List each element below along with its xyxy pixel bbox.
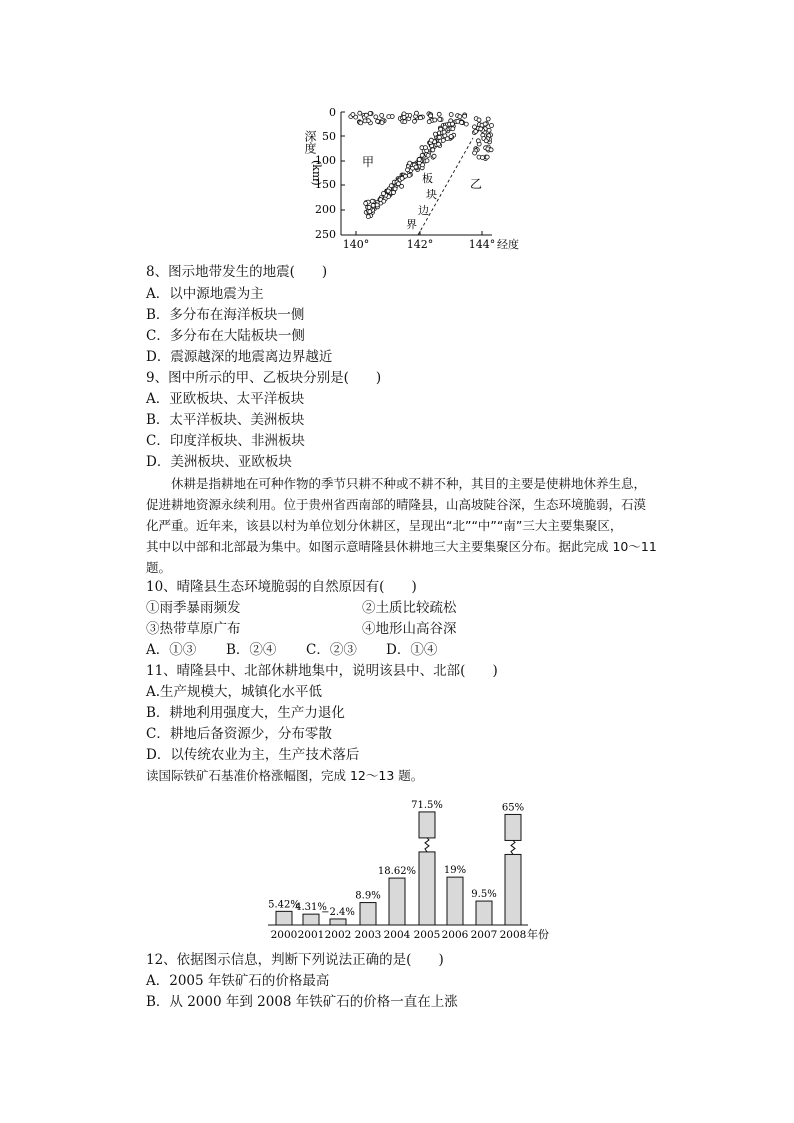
hypocenter-dot xyxy=(391,191,395,195)
hypocenter-dot xyxy=(419,116,423,120)
hypocenter-dot xyxy=(483,122,487,126)
hypocenter-dot xyxy=(439,127,443,131)
bar-value-label: −2.4% xyxy=(321,906,355,918)
q8-option-d: D．震源越深的地震离边界越近 xyxy=(146,349,333,365)
hypocenter-dot xyxy=(438,117,442,121)
hypocenter-dot xyxy=(486,117,490,121)
passage-line: 促进耕地资源永续利用。位于贵州省西南部的晴隆县，山高坡陡谷深，生态环境脆弱，石漠 xyxy=(146,497,647,512)
hypocenter-dot xyxy=(433,118,437,122)
bar-2002 xyxy=(330,919,346,925)
hypocenter-dot xyxy=(490,124,494,128)
q10-item-4: ④地形山高谷深 xyxy=(362,621,457,637)
hypocenter-dot xyxy=(464,122,468,126)
hypocenter-dot xyxy=(407,173,411,177)
earthquake-depth-figure xyxy=(0,100,794,360)
bar-2000 xyxy=(276,911,292,925)
bar-2007 xyxy=(476,901,492,925)
hypocenter-dot xyxy=(451,127,455,131)
bar-value-label: 8.9% xyxy=(355,890,381,902)
bar-value-label: 18.62% xyxy=(377,866,417,878)
hypocenter-dot xyxy=(380,113,384,117)
axis-break-2008 xyxy=(511,840,515,854)
plate-b-label: 乙 xyxy=(470,177,483,191)
hypocenter-dot xyxy=(415,111,419,115)
hypocenter-dot xyxy=(371,203,375,207)
boundary-label: 块 xyxy=(426,188,437,201)
hypocenter-dot xyxy=(387,115,391,119)
hypocenter-dot xyxy=(473,125,477,129)
x-axis-title: 年份 xyxy=(527,928,549,941)
hypocenter-dot xyxy=(396,182,400,186)
hypocenter-dot xyxy=(375,203,379,207)
q10-item-2: ②土质比较疏松 xyxy=(362,600,457,616)
q10-answer-b: B．②④ xyxy=(226,642,277,658)
bar-2004 xyxy=(389,878,405,925)
bar-2001 xyxy=(303,914,319,925)
q12-option-a: A．2005 年铁矿石的价格最高 xyxy=(146,973,330,989)
hypocenter-dot xyxy=(389,184,393,188)
lon-axis-title: 经度 xyxy=(497,238,519,251)
hypocenter-dot xyxy=(425,159,429,163)
hypocenter-dot xyxy=(382,192,386,196)
hypocenter-dot xyxy=(406,168,410,172)
hypocenter-dot xyxy=(364,201,368,205)
q10-answer-d: D．①④ xyxy=(386,642,438,658)
hypocenter-dot xyxy=(481,156,485,160)
q9-option-d: D．美洲板块、亚欧板块 xyxy=(146,454,292,470)
hypocenter-dot xyxy=(429,138,433,142)
hypocenter-dot xyxy=(458,115,462,119)
hypocenter-dot xyxy=(450,122,454,126)
passage-line: 休耕是指耕地在可种作物的季节只耕不种或不耕不种，其目的主要是使耕地休养生息， xyxy=(171,476,647,491)
hypocenter-dot xyxy=(368,210,372,214)
question-9-stem: 9、图中所示的甲、乙板块分别是( ) xyxy=(146,370,382,386)
hypocenter-dot xyxy=(456,119,460,123)
q8-option-c: C．多分布在大陆板块一侧 xyxy=(146,328,305,344)
category-label: 2004 xyxy=(383,929,411,941)
hypocenter-dot xyxy=(408,161,412,165)
hypocenter-dot xyxy=(437,142,441,146)
q11-option-d: D．以传统农业为主，生产技术落后 xyxy=(146,747,360,763)
hypocenter-dot xyxy=(423,146,427,150)
hypocenter-dot xyxy=(413,119,417,123)
hypocenter-dot xyxy=(484,139,488,143)
passage-line: 化严重。近年来，该县以村为单位划分休耕区，呈现出“北”“中”“南”三大主要集聚区， xyxy=(146,518,623,533)
hypocenter-dot xyxy=(386,189,390,193)
boundary-label: 边 xyxy=(418,204,429,217)
category-label: 2003 xyxy=(354,929,382,941)
hypocenter-dot xyxy=(420,153,424,157)
chart-intro: 读国际铁矿石基准价格涨幅图，完成 12～13 题。 xyxy=(146,768,424,783)
bar-value-label: 5.42% xyxy=(268,899,300,911)
category-label: 2001 xyxy=(297,929,325,941)
hypocenter-dot xyxy=(382,199,386,203)
hypocenter-dot xyxy=(359,121,363,125)
hypocenter-dot xyxy=(417,158,421,162)
q11-option-c: C．耕地后备资源少，分布零散 xyxy=(146,726,332,742)
hypocenter-dot xyxy=(460,121,464,125)
category-label: 2005 xyxy=(413,929,441,941)
hypocenter-dot xyxy=(367,205,371,209)
bar-value-label: 4.31% xyxy=(295,902,327,914)
hypocenter-dot xyxy=(376,119,380,123)
hypocenter-dot xyxy=(380,121,384,125)
hypocenter-dot xyxy=(485,155,489,159)
q10-item-1: ①雨季暴雨频发 xyxy=(146,600,241,616)
hypocenter-dot xyxy=(402,115,406,119)
bar-2005 xyxy=(419,852,435,925)
q9-option-a: A．亚欧板块、太平洋板块 xyxy=(146,391,305,407)
hypocenter-dot xyxy=(414,165,418,169)
axis-break-2005 xyxy=(425,838,429,852)
bar-cap-2008 xyxy=(505,814,521,840)
hypocenter-dot xyxy=(449,135,453,139)
depth-tick-label: 0 xyxy=(329,106,336,119)
hypocenter-dot xyxy=(426,153,430,157)
q10-item-3: ③热带草原广布 xyxy=(146,621,241,637)
iron-ore-price-chart xyxy=(0,785,794,945)
bar-2008 xyxy=(505,854,521,925)
q10-answer-c: C．②③ xyxy=(306,642,357,658)
hypocenter-dot xyxy=(431,148,435,152)
boundary-label: 板 xyxy=(422,172,433,185)
hypocenter-dot xyxy=(370,199,374,203)
lon-tick-label: 142° xyxy=(406,238,434,251)
depth-tick-label: 250 xyxy=(315,228,336,241)
bar-value-label: 19% xyxy=(443,865,467,877)
question-12-stem: 12、依据图示信息，判断下列说法正确的是( ) xyxy=(146,952,444,968)
question-11-stem: 11、晴隆县中、北部休耕地集中，说明该县中、北部( ) xyxy=(146,663,498,679)
hypocenter-dot xyxy=(432,154,436,158)
bar-cap-2005 xyxy=(419,812,435,838)
q11-option-a: A.生产规模大，城镇化水平低 xyxy=(146,684,323,700)
bar-2003 xyxy=(360,903,376,925)
q9-option-b: B．太平洋板块、美洲板块 xyxy=(146,412,305,428)
passage-line: 题。 xyxy=(146,560,172,575)
bar-value-label: 65% xyxy=(501,802,525,814)
hypocenter-dot xyxy=(351,113,355,117)
bar-value-label: 9.5% xyxy=(471,889,497,901)
hypocenter-dot xyxy=(442,130,446,134)
q11-option-b: B．耕地利用强度大，生产力退化 xyxy=(146,705,345,721)
hypocenter-dot xyxy=(489,148,493,152)
question-8-stem: 8、图示地带发生的地震( ) xyxy=(146,264,328,280)
hypocenter-dot xyxy=(374,115,378,119)
hypocenter-dot xyxy=(441,138,445,142)
q9-option-c: C．印度洋板块、非洲板块 xyxy=(146,433,305,449)
q8-option-b: B．多分布在海洋板块一侧 xyxy=(146,307,305,323)
passage-line: 其中以中部和北部最为集中。如图示意晴隆县休耕地三大主要集聚区分布。据此完成 10～11 xyxy=(146,539,657,554)
hypocenter-dot xyxy=(477,118,481,122)
plate-a-label: 甲 xyxy=(362,155,375,169)
category-label: 2006 xyxy=(441,929,469,941)
hypocenter-dot xyxy=(437,135,441,139)
question-10-stem: 10、晴隆县生态环境脆弱的自然原因有( ) xyxy=(146,579,417,595)
category-label: 2007 xyxy=(470,929,498,941)
q12-option-b: B．从 2000 年到 2008 年铁矿石的价格一直在上涨 xyxy=(146,994,458,1010)
hypocenter-dot xyxy=(363,119,367,123)
lon-tick-label: 144° xyxy=(468,238,496,251)
category-label: 2008 xyxy=(499,929,527,941)
depth-tick-label: 50 xyxy=(322,130,336,143)
hypocenter-dot xyxy=(358,111,362,115)
q8-option-a: A．以中源地震为主 xyxy=(146,286,264,302)
hypocenter-dot xyxy=(449,113,453,117)
depth-tick-label: 200 xyxy=(315,203,336,216)
hypocenter-dot xyxy=(463,114,467,118)
hypocenter-dot xyxy=(433,132,437,136)
hypocenter-dot xyxy=(487,128,491,132)
category-label: 2000 xyxy=(270,929,298,941)
depth-tick-label: 150 xyxy=(315,178,336,191)
depth-tick-label: 100 xyxy=(315,154,336,167)
lon-tick-label: 140° xyxy=(342,238,370,251)
hypocenter-dot xyxy=(368,111,372,115)
hypocenter-dot xyxy=(476,139,480,143)
bar-2006 xyxy=(447,877,463,925)
category-label: 2002 xyxy=(324,929,352,941)
depth-axis-unit: (km) xyxy=(310,160,323,186)
hypocenter-dot xyxy=(437,112,441,116)
depth-axis-title: 深度 xyxy=(303,130,317,154)
fallow-passage xyxy=(146,473,657,578)
hypocenter-dot xyxy=(443,125,447,129)
hypocenter-dot xyxy=(364,113,368,117)
hypocenter-dot xyxy=(473,151,477,155)
hypocenter-dot xyxy=(400,176,404,180)
bar-value-label: 71.5% xyxy=(411,799,443,811)
hypocenter-dot xyxy=(366,215,370,219)
q10-answer-a: A．①③ xyxy=(146,642,197,658)
hypocenter-dot xyxy=(479,127,483,131)
boundary-label: 界 xyxy=(406,218,417,231)
hypocenter-dot xyxy=(403,120,407,124)
hypocenter-dot xyxy=(427,120,431,124)
